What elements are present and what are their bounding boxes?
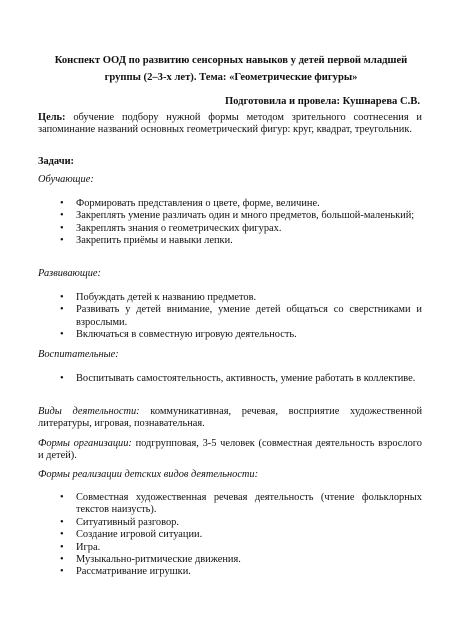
activities-text: коммуникативная, речевая, восприятие художественной литературы, игровая, познавательная.	[38, 406, 423, 430]
list-item: • Воспитывать самостоятельность, активность, умение работать в коллективе.	[60, 373, 416, 384]
list-item: • Побуждать детей к названию предметов.	[60, 292, 257, 303]
tasks-heading: Задачи:	[38, 156, 75, 167]
list-item: • Рассматривание игрушки.	[60, 566, 191, 578]
section-label-educational: Воспитательные:	[38, 349, 119, 360]
bullet-icon: •	[60, 373, 64, 384]
forms-list	[38, 492, 422, 579]
developing-list	[38, 292, 422, 342]
bullet-icon: •	[60, 492, 64, 503]
bullet-icon: •	[60, 235, 64, 247]
activities-paragraph	[38, 406, 422, 431]
list-item: • Закрепить приёмы и навыки лепки.	[60, 235, 233, 247]
document-title: Конспект ООД по развитию сенсорных навыков у детей первой младшей группы (2–3-х лет). Тема: «Геометрические фигуры»	[54, 55, 408, 83]
bullet-icon: •	[60, 529, 64, 541]
bullet-icon: •	[60, 198, 64, 209]
section-label-developing: Развивающие:	[38, 268, 101, 279]
list-item: • Формировать представления о цвете, форме, величине.	[60, 198, 320, 209]
list-item: • Создание игровой ситуации.	[60, 529, 203, 541]
goal-paragraph	[38, 112, 422, 137]
author-line: Подготовила и провела: Кушнарева С.В.	[224, 96, 420, 107]
bullet-icon: •	[60, 516, 64, 528]
organization-text: подгрупповая, 3-5 человек (совместная деятельность взрослого и детей).	[38, 438, 422, 462]
teaching-list	[38, 198, 422, 248]
bullet-icon: •	[60, 566, 64, 578]
list-item: • Совместная художественная речевая деятельность (чтение фольклорных текстов наизусть).	[60, 492, 422, 516]
activities-label: Виды деятельности:	[38, 406, 140, 417]
list-item: • Закреплять знания о геометрических фигурах.	[60, 222, 282, 234]
organization-label: Формы организации:	[38, 438, 132, 449]
list-item: • Закреплять умение различать один и много предметов, большой-маленький;	[60, 210, 415, 222]
bullet-icon: •	[60, 304, 64, 316]
bullet-icon: •	[60, 554, 64, 566]
forms-label: Формы реализации детских видов деятельности:	[38, 469, 259, 480]
bullet-icon: •	[60, 210, 64, 222]
bullet-icon: •	[60, 541, 64, 553]
organization-paragraph	[38, 438, 422, 463]
list-item: • Развивать у детей внимание, умение детей общаться со сверстниками и взрослыми.	[60, 304, 422, 328]
list-item: • Ситуативный разговор.	[60, 516, 179, 528]
bullet-icon: •	[60, 292, 64, 303]
bullet-icon: •	[60, 329, 64, 341]
bullet-icon: •	[60, 222, 64, 234]
goal-label: Цель:	[38, 112, 66, 123]
list-item: • Включаться в совместную игровую деятельность.	[60, 329, 297, 341]
list-item: • Игра.	[60, 541, 101, 553]
goal-text: обучение подбору нужной формы методом зрительного соотнесения и запоминание названий основных геометрический фигур: круг, квадрат, треугольник.	[38, 112, 422, 136]
list-item: • Музыкально-ритмические движения.	[60, 554, 241, 566]
educational-list	[38, 373, 422, 385]
section-label-teaching: Обучающие:	[38, 174, 94, 185]
